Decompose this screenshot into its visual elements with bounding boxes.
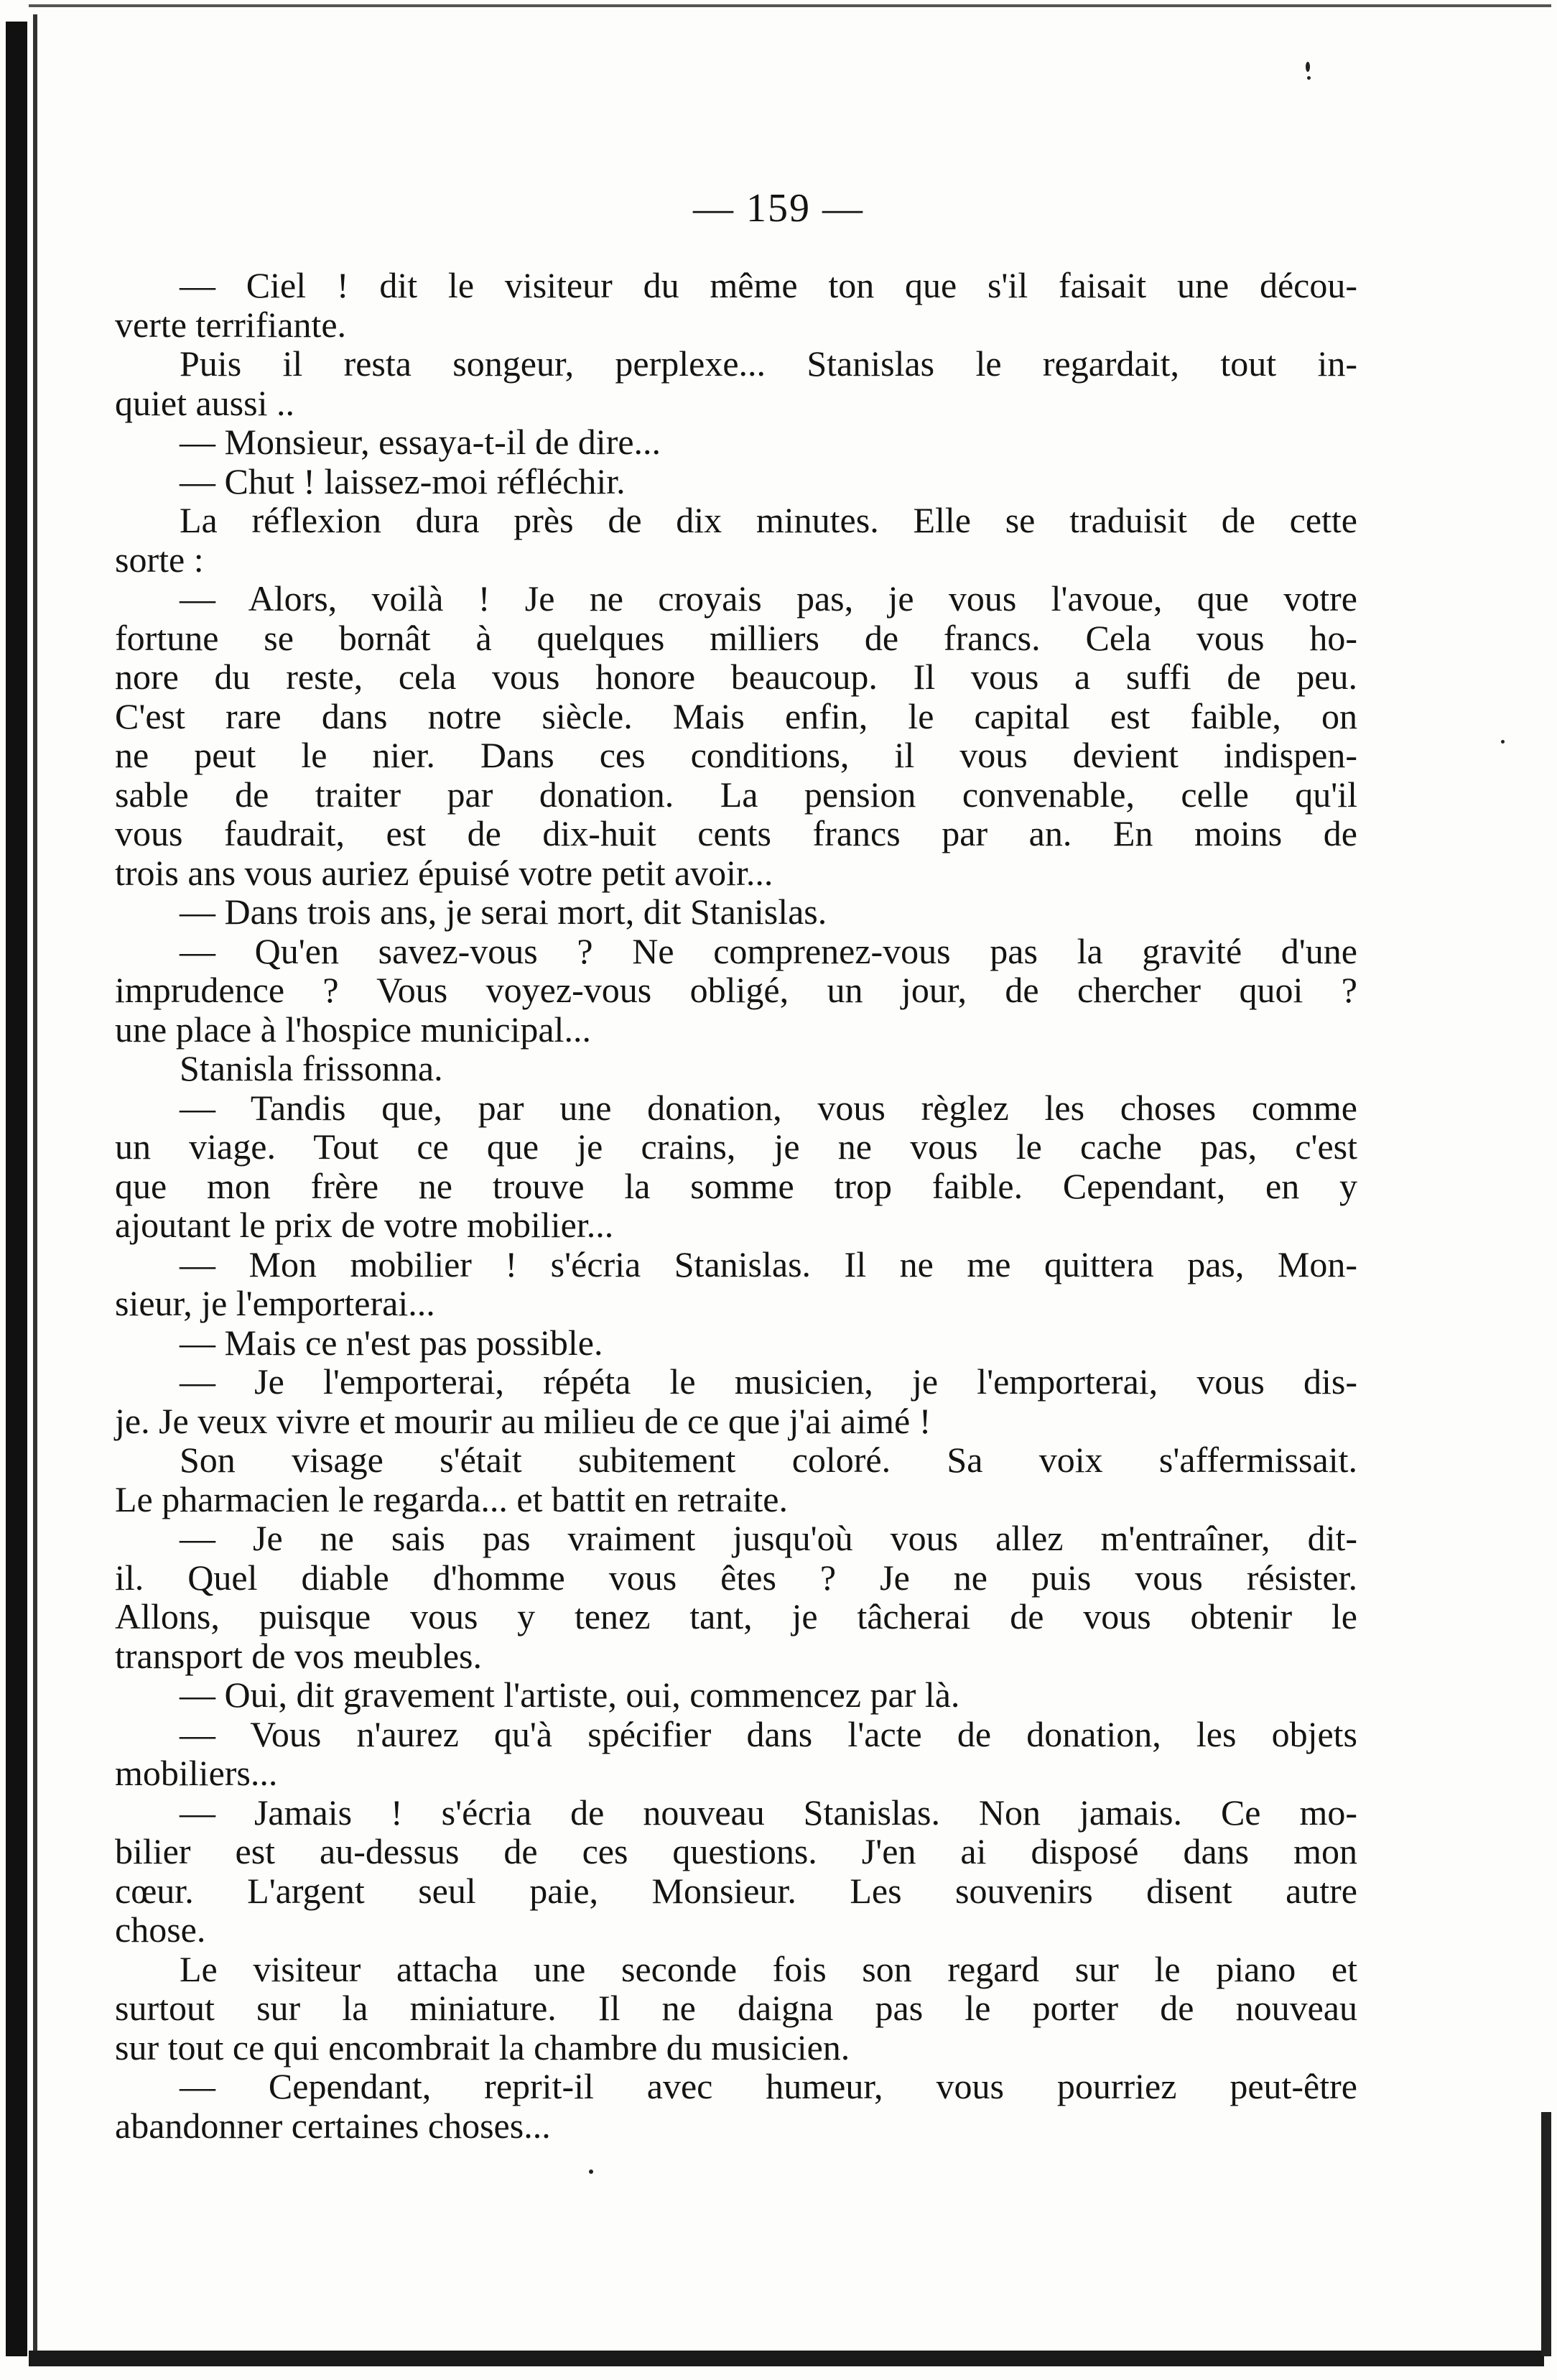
- text-line: — Je ne sais pas vraiment jusqu'où vous allez m'entraîner, dit-: [180, 1518, 1357, 1558]
- text-line: — Mon mobilier ! s'écria Stanislas. Il ne me quittera pas, Mon-: [180, 1244, 1357, 1284]
- text-line: transport de vos meubles.: [115, 1635, 483, 1676]
- text-line: bilier est au-dessus de ces questions. J'en ai disposé dans mon: [115, 1831, 1357, 1871]
- text-line: Allons, puisque vous y tenez tant, je tâcherai de vous obtenir le: [115, 1596, 1357, 1636]
- page-top-edge: [29, 4, 1551, 7]
- text-line: il. Quel diable d'homme vous êtes ? Je ne puis vous résister.: [115, 1557, 1357, 1598]
- text-line: Le visiteur attacha une seconde fois son regard sur le piano et: [180, 1948, 1357, 1989]
- page-left-edge-inner: [33, 14, 37, 2356]
- text-line: Puis il resta songeur, perplexe... Stanislas le regardait, tout in-: [180, 343, 1357, 384]
- text-line: — Monsieur, essaya-t-il de dire...: [180, 422, 661, 462]
- text-line: — Chut ! laissez-moi réfléchir.: [180, 460, 626, 501]
- text-line: sur tout ce qui encombrait la chambre du musicien.: [115, 2027, 850, 2068]
- text-line: chose.: [115, 1909, 206, 1950]
- page-right-edge: [1541, 2112, 1551, 2356]
- text-line: sorte :: [115, 539, 204, 580]
- text-line: je. Je veux vivre et mourir au milieu de ce que j'ai aimé !: [115, 1400, 931, 1441]
- text-line: verte terrifiante.: [115, 304, 347, 345]
- text-line: nore du reste, cela vous honore beaucoup. Il vous a suffi de peu.: [115, 657, 1357, 697]
- text-line: La réflexion dura près de dix minutes. Elle se traduisit de cette: [180, 500, 1357, 540]
- text-line: — Oui, dit gravement l'artiste, oui, commencez par là.: [180, 1675, 960, 1715]
- body-text: [115, 266, 1357, 2145]
- scan-speck: [1306, 62, 1310, 72]
- text-line: ajoutant le prix de votre mobilier...: [115, 1205, 614, 1245]
- text-line: — Vous n'aurez qu'à spécifier dans l'acte de donation, les objets: [180, 1713, 1357, 1754]
- text-line: quiet aussi ..: [115, 382, 294, 423]
- page-number: — 159 —: [693, 186, 864, 231]
- text-line: Stanisla frissonna.: [180, 1048, 443, 1088]
- scan-speck: [1307, 76, 1311, 80]
- text-line: Le pharmacien le regarda... et battit en retraite.: [115, 1478, 788, 1519]
- text-line: Son visage s'était subitement coloré. Sa voix s'affermissait.: [180, 1440, 1357, 1480]
- text-line: sable de traiter par donation. La pension convenable, celle qu'il: [115, 774, 1357, 815]
- text-line: cœur. L'argent seul paie, Monsieur. Les souvenirs disent autre: [115, 1870, 1357, 1911]
- text-line: que mon frère ne trouve la somme trop faible. Cependant, en y: [115, 1165, 1357, 1206]
- text-line: — Tandis que, par une donation, vous règlez les choses comme: [180, 1087, 1357, 1128]
- text-line: imprudence ? Vous voyez-vous obligé, un jour, de chercher quoi ?: [115, 970, 1357, 1010]
- text-line: — Je l'emporterai, répéta le musicien, je l'emporterai, vous dis-: [180, 1361, 1357, 1402]
- text-line: vous faudrait, est de dix-huit cents francs par an. En moins de: [115, 813, 1357, 853]
- scan-speck: [1501, 740, 1505, 744]
- text-line: surtout sur la miniature. Il ne daigna pas le porter de nouveau: [115, 1988, 1357, 2028]
- text-line: fortune se bornât à quelques milliers de francs. Cela vous ho-: [115, 617, 1357, 658]
- text-line: — Cependant, reprit-il avec humeur, vous pourriez peut-être: [180, 2066, 1357, 2106]
- page-bottom-edge: [29, 2351, 1544, 2366]
- text-line: mobiliers...: [115, 1753, 278, 1793]
- text-line: — Jamais ! s'écria de nouveau Stanislas. Non jamais. Ce mo-: [180, 1792, 1357, 1833]
- page-left-edge: [6, 22, 27, 2356]
- text-line: — Qu'en savez-vous ? Ne comprenez-vous pas la gravité d'une: [180, 930, 1357, 971]
- text-line: — Alors, voilà ! Je ne croyais pas, je vous l'avoue, que votre: [180, 578, 1357, 619]
- text-line: ne peut le nier. Dans ces conditions, il vous devient indispen-: [115, 735, 1357, 775]
- text-line: — Mais ce n'est pas possible.: [180, 1322, 603, 1363]
- text-line: une place à l'hospice municipal...: [115, 1009, 591, 1050]
- text-line: — Ciel ! dit le visiteur du même ton que s'il faisait une décou-: [180, 265, 1357, 305]
- text-line: C'est rare dans notre siècle. Mais enfin, le capital est faible, on: [115, 695, 1357, 736]
- text-line: un viage. Tout ce que je crains, je ne vous le cache pas, c'est: [115, 1126, 1357, 1167]
- text-line: — Dans trois ans, je serai mort, dit Stanislas.: [180, 892, 827, 932]
- scan-speck: [589, 2170, 593, 2174]
- text-line: trois ans vous auriez épuisé votre petit avoir...: [115, 852, 773, 893]
- text-line: abandonner certaines choses...: [115, 2105, 551, 2146]
- text-line: sieur, je l'emporterai...: [115, 1283, 435, 1323]
